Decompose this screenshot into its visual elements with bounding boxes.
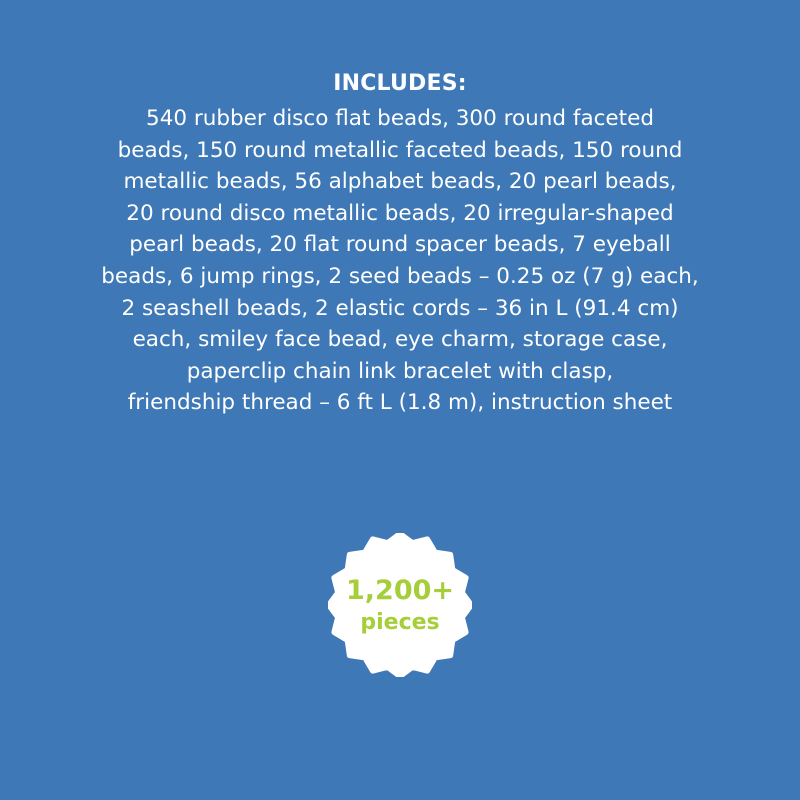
contents-line: beads, 150 round metallic faceted beads, 150 round: [117, 137, 683, 163]
contents-list: [60, 103, 740, 419]
badge-unit: pieces: [360, 610, 440, 635]
contents-line: metallic beads, 56 alphabet beads, 20 pearl beads,: [123, 169, 677, 195]
includes-heading: INCLUDES:: [333, 71, 467, 96]
contents-line: friendship thread – 6 ft L (1.8 m), instruction sheet: [127, 390, 673, 416]
badge-count: 1,200+: [345, 575, 455, 606]
contents-line: 540 rubber disco flat beads, 300 round faceted: [146, 106, 654, 131]
contents-line: pearl beads, 20 flat round spacer beads, 7 eyeball: [129, 232, 671, 258]
contents-line: 20 round disco metallic beads, 20 irregular-shaped: [126, 200, 674, 226]
contents-line: paperclip chain link bracelet with clasp,: [186, 358, 614, 384]
contents-line: each, smiley face bead, eye charm, storage case,: [132, 327, 668, 353]
piece-count-badge: [328, 533, 472, 677]
contents-line: 2 seashell beads, 2 elastic cords – 36 in L (91.4 cm): [121, 295, 679, 321]
contents-line: beads, 6 jump rings, 2 seed beads – 0.25 oz (7 g) each,: [101, 263, 699, 289]
